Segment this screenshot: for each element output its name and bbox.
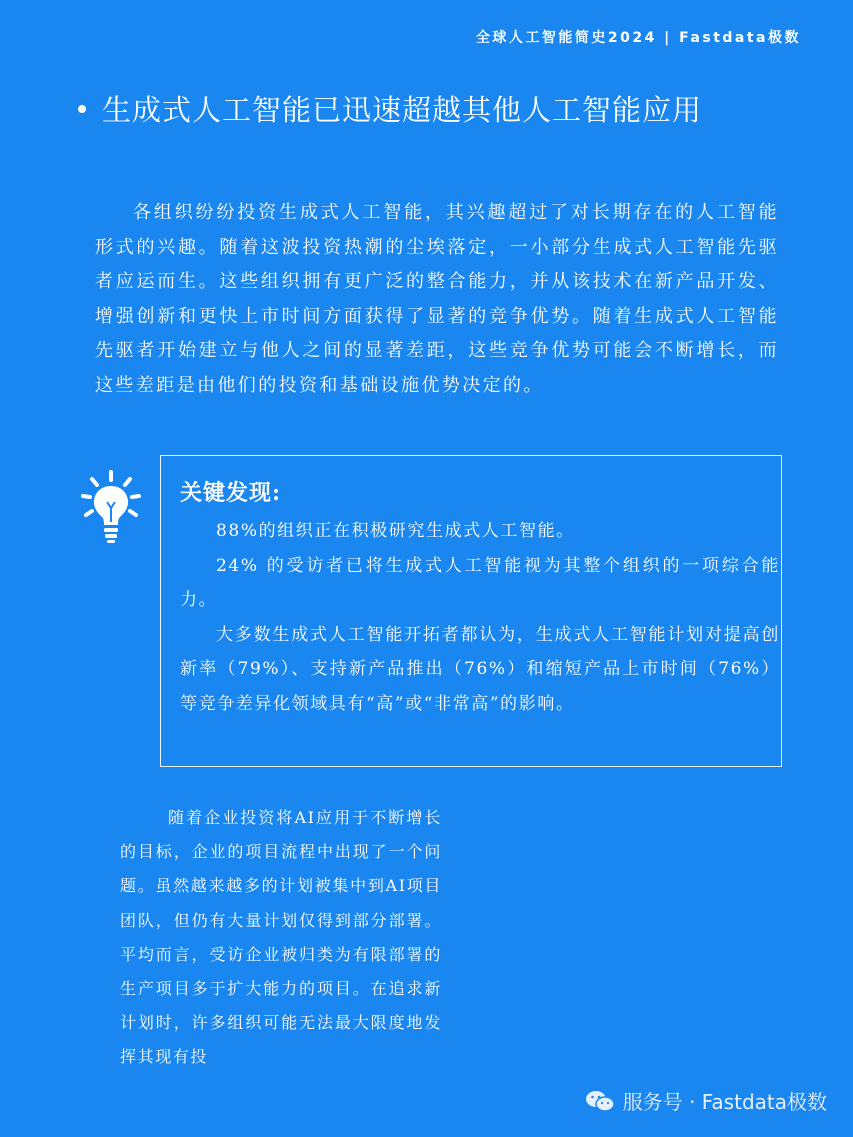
- header-source-label: 全球人工智能简史2024 | Fastdata极数: [475, 30, 801, 46]
- key-findings-list: [180, 514, 780, 721]
- key-findings-title: 关键发现:: [180, 480, 282, 506]
- intro-paragraph: 各组织纷纷投资生成式人工智能，其兴趣超过了对长期存在的人工智能形式的兴趣。随着这波投资热潮的尘埃落定，一小部分生成式人工智能先驱者应运而生。这些组织拥有更广泛的整合能力，并从该技术在新产品开发、增强创新和更快上市时间方面获得了显著的竞争优势。随着生成式人工智能先驱者开始建立与他人之间的显著差距，这些竞争优势可能会不断增长，而这些差距是由他们的投资和基础设施优势决定的。: [95, 202, 779, 396]
- wechat-icon: [585, 1089, 615, 1113]
- key-finding-item: 88%的组织正在积极研究生成式人工智能。: [216, 521, 575, 541]
- body-paragraph: 随着企业投资将AI应用于不断增长的目标，企业的项目流程中出现了一个问题。虽然越来越多的计划被集中到AI项目团队，但仍有大量计划仅得到部分部署。平均而言，受访企业被归类为有限部署的生产项目多于扩大能力的项目。在追求新计划时，许多组织可能无法最大限度地发挥其现有投: [120, 808, 442, 1067]
- section-title: 生成式人工智能已迅速超越其他人工智能应用: [102, 93, 703, 127]
- watermark-text: 服务号 · Fastdata极数: [622, 1090, 827, 1114]
- key-finding-item: 大多数生成式人工智能开拓者都认为，生成式人工智能计划对提高创新率（79%）、支持新产品推出（76%）和缩短产品上市时间（76%）等竞争差异化领域具有“高”或“非常高”的影响。: [180, 624, 780, 714]
- section-title-row: [78, 88, 702, 129]
- bullet-icon: [78, 105, 86, 113]
- lightbulb-icon: [80, 470, 142, 544]
- key-finding-item: 24% 的受访者已将生成式人工智能视为其整个组织的一项综合能力。: [180, 555, 780, 610]
- watermark: [585, 1086, 827, 1115]
- key-findings-box: [160, 455, 782, 767]
